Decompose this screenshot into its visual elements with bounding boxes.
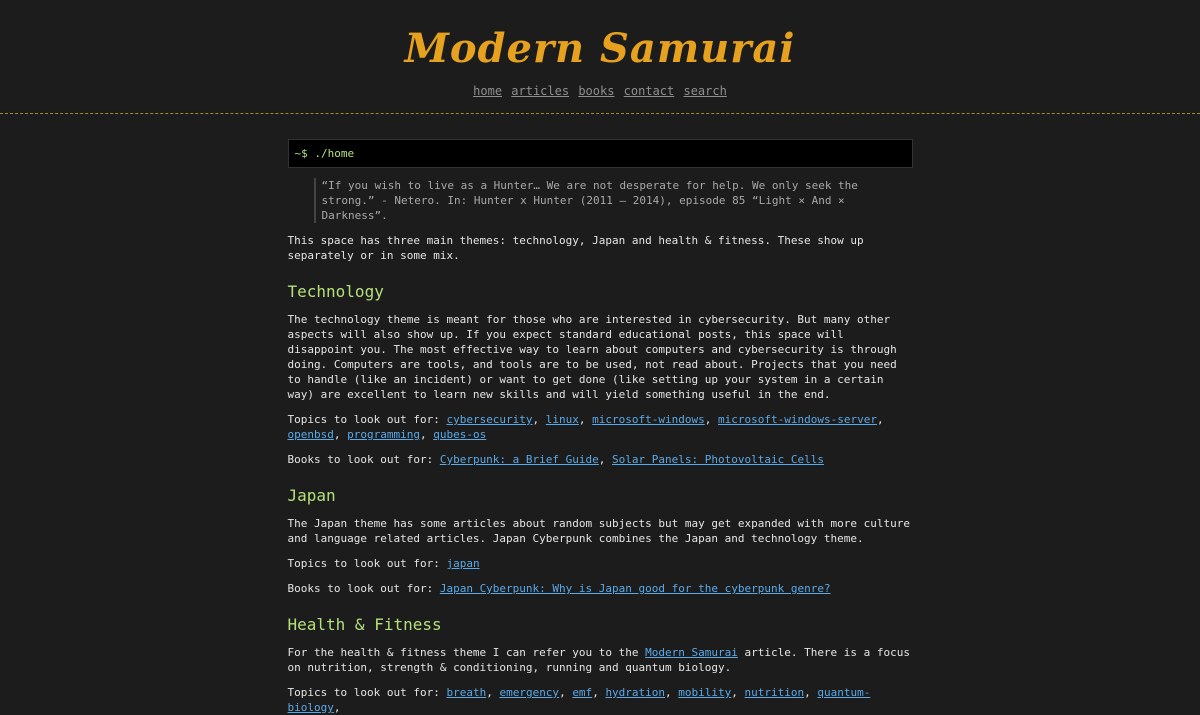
japan-heading: Japan bbox=[287, 486, 336, 505]
nav-contact-link[interactable]: contact bbox=[623, 84, 675, 98]
main-content bbox=[288, 114, 913, 715]
technology-heading: Technology bbox=[287, 282, 384, 301]
quote: “If you wish to live as a Hunter… We are not desperate for help. We only seek the strong.” - Netero. In: Hunter x Hunter (2011 – 2014), episode 85 “Light × And × Darkness”. bbox=[314, 178, 913, 223]
site-header bbox=[0, 0, 1200, 114]
topic-link[interactable]: emergency bbox=[499, 686, 560, 699]
topic-link[interactable]: cybersecurity bbox=[446, 413, 533, 426]
technology-topics: Topics to look out for: cybersecurity, linux, microsoft-windows, microsoft-windows-server, openbsd, programming, qubes-os bbox=[287, 413, 884, 441]
technology-books: Books to look out for: Cyberpunk: a Brief Guide, Solar Panels: Photovoltaic Cells bbox=[287, 453, 824, 466]
topic-link[interactable]: programming bbox=[347, 428, 420, 441]
topic-link[interactable]: linux bbox=[545, 413, 579, 426]
main-nav bbox=[0, 84, 1200, 98]
topic-link[interactable]: nutrition bbox=[744, 686, 805, 699]
topic-link[interactable]: qubes-os bbox=[433, 428, 487, 441]
intro-text: This space has three main themes: technology, Japan and health & fitness. These show up separately or in some mix. bbox=[287, 234, 864, 262]
nav-articles-link[interactable]: articles bbox=[511, 84, 570, 98]
topics-label: Topics to look out for: bbox=[287, 557, 447, 570]
nav-home-link[interactable]: home bbox=[473, 84, 503, 98]
health-body-post: article. There is a focus on nutrition, strength & conditioning, running and quantum biology. bbox=[287, 646, 911, 674]
books-label: Books to look out for: bbox=[287, 453, 440, 466]
topics-label: Topics to look out for: bbox=[287, 413, 447, 426]
health-heading: Health & Fitness bbox=[287, 615, 442, 634]
technology-body: The technology theme is meant for those who are interested in cybersecurity. But many other aspects will also show up. If you expect standard educational posts, this space will disappoint you. The most effective way to learn about computers and cybersecurity is through doing. Computers are tools, and tools are to be used, not read about. Projects that you need to handle (like an incident) or want to get done (like setting up your system in a certain way) are excellent to learn new skills and will yield something useful in the end. bbox=[287, 313, 897, 401]
modern-samurai-article-link[interactable]: Modern Samurai bbox=[645, 646, 738, 659]
nav-books-link[interactable]: books bbox=[578, 84, 615, 98]
health-body bbox=[288, 645, 913, 675]
topic-link[interactable]: openbsd bbox=[287, 428, 334, 441]
topic-link[interactable]: quantum-biology bbox=[287, 686, 871, 714]
topic-link[interactable]: mobility bbox=[678, 686, 732, 699]
nav-search-link[interactable]: search bbox=[683, 84, 727, 98]
health-body-pre: For the health & fitness theme I can refer you to the bbox=[287, 646, 646, 659]
japan-topics bbox=[288, 556, 913, 571]
topics-label: Topics to look out for: bbox=[287, 686, 447, 699]
books-label: Books to look out for: bbox=[287, 582, 440, 595]
book-link[interactable]: Solar Panels: Photovoltaic Cells bbox=[612, 453, 824, 466]
book-link[interactable]: Cyberpunk: a Brief Guide bbox=[439, 453, 599, 466]
topic-link[interactable]: microsoft-windows bbox=[592, 413, 705, 426]
book-link[interactable]: Japan Cyberpunk: Why is Japan good for the cyberpunk genre? bbox=[439, 582, 831, 595]
topic-link[interactable]: hydration bbox=[605, 686, 666, 699]
topic-link[interactable]: japan bbox=[446, 557, 480, 570]
topic-link[interactable]: breath bbox=[446, 686, 487, 699]
topic-link[interactable]: emf bbox=[572, 686, 593, 699]
japan-body: The Japan theme has some articles about random subjects but may get expanded with more culture and language related articles. Japan Cyberpunk combines the Japan and technology theme. bbox=[287, 517, 911, 545]
japan-books bbox=[288, 581, 913, 596]
topic-link[interactable]: microsoft-windows-server bbox=[718, 413, 877, 426]
logo-text: Modern Samurai bbox=[404, 25, 796, 72]
site-logo[interactable] bbox=[0, 22, 1200, 78]
terminal-prompt: ~$ ./home bbox=[288, 139, 913, 168]
health-topics: Topics to look out for: breath, emergency, emf, hydration, mobility, nutrition, quantum-biology, bbox=[287, 686, 871, 714]
